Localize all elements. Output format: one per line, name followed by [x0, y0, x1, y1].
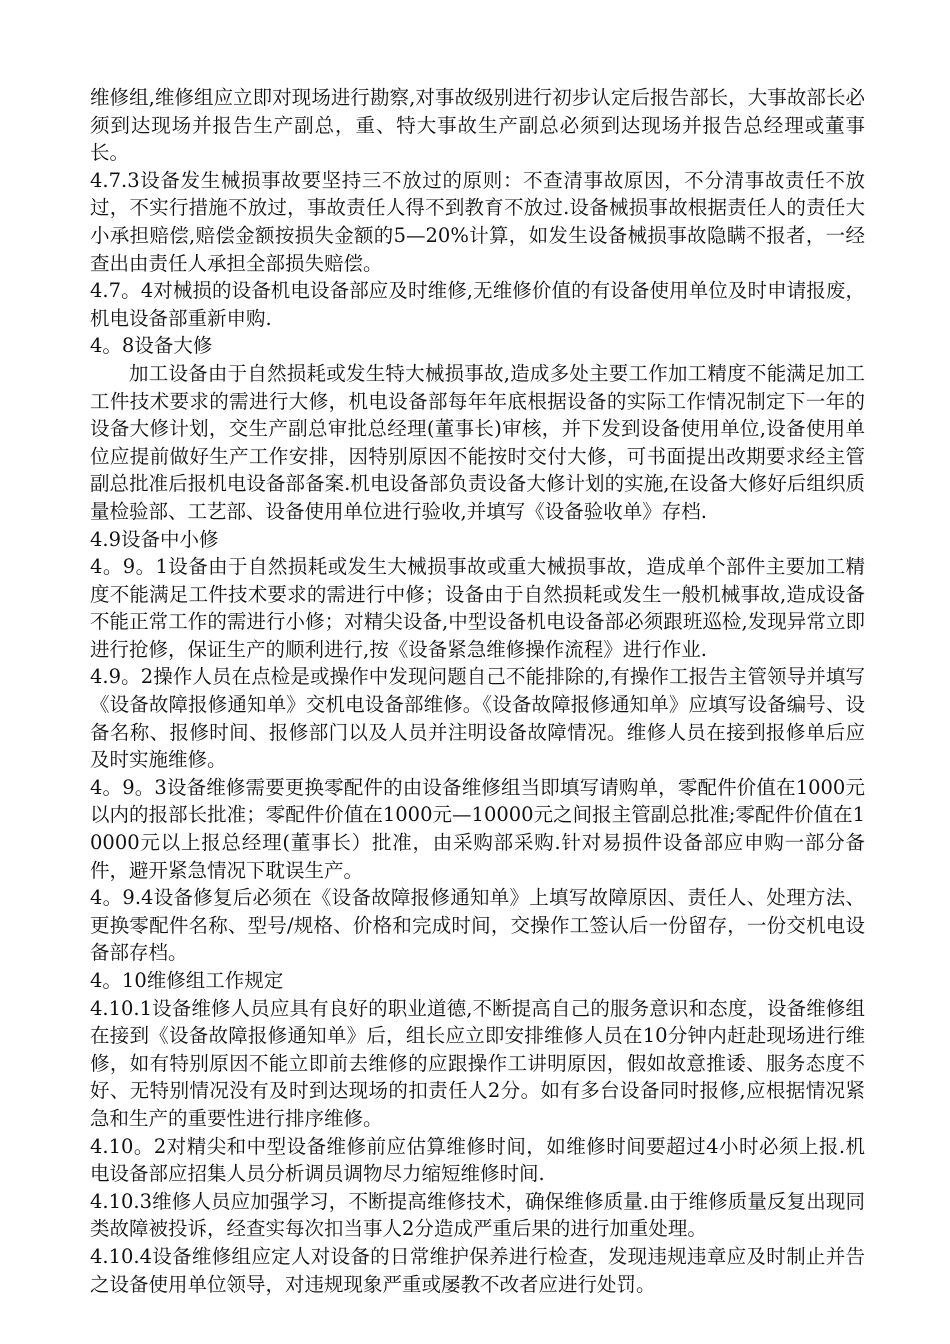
paragraph-4-10-3: 4.10.3维修人员应加强学习，不断提高维修技术，确保维修质量.由于维修质量反复出现同类故障被投诉，经查实每次扣当事人2分造成严重后果的进行加重处理。	[90, 1189, 865, 1241]
paragraph-4-7-4: 4.7。4对械损的设备机电设备部应及时维修,无维修价值的有设备使用单位及时申请报废，机电设备部重新申购.	[90, 279, 865, 330]
heading-4-8: 4。8设备大修	[90, 334, 213, 358]
paragraph-repair-group-report: 维修组,维修组应立即对现场进行勘察,对事故级别进行初步认定后报告部长，大事故部长必须到达现场并报告生产副总，重、特大事故生产副总必须到达现场并报告总经理或董事长。	[90, 86, 865, 165]
paragraph-4-9-1: 4。9。1设备由于自然损耗或发生大械损事故或重大械损事故，造成单个部件主要加工精度不能满足工件技术要求的需进行中修；设备由于自然损耗或发生一般机械事故,造成设备不能正常工作的需进行小修；对精尖设备,中型设备机电设备部必须跟班巡检,发现异常立即进行抢修，保证生产的顺利进行,按《设备紧急维修操作流程》进行作业.	[90, 555, 865, 661]
heading-4-10: 4。10维修组工作规定	[90, 969, 284, 992]
paragraph-4-10-4: 4.10.4设备维修组应定人对设备的日常维护保养进行检查，发现违规违章应及时制止并告之设备使用单位领导，对违规现象严重或屡教不改者应进行处罚。	[90, 1244, 865, 1296]
heading-4-9: 4.9设备中小修	[90, 527, 219, 551]
document-body	[90, 84, 865, 1298]
paragraph-4-8-body: 加工设备由于自然损耗或发生特大械损事故,造成多处主要工作加工精度不能满足加工工件技术要求的需进行大修，机电设备部每年年底根据设备的实际工作情况制定下一年的设备大修计划，交生产副总审批总经理(董事长)审核，并下发到设备使用单位,设备使用单位应提前做好生产工作安排，因特别原因不能按时交付大修，可书面提出改期要求经主管副总批准后报机电设备部备案.机电设备部负责设备大修计划的实施,在设备大修好后组织质量检验部、工艺部、设备使用单位进行验收,并填写《设备验收单》存档.	[90, 361, 865, 523]
paragraph-4-10-2: 4.10。2对精尖和中型设备维修前应估算维修时间，如维修时间要超过4小时必须上报.机电设备部应招集人员分析调员调物尽力缩短维修时间.	[90, 1134, 865, 1186]
paragraph-4-10-1: 4.10.1设备维修人员应具有良好的职业道德,不断提高自己的服务意识和态度，设备维修组在接到《设备故障报修通知单》后，组长应立即安排维修人员在10分钟内赶赴现场进行维修，如有特别原因不能立即前去维修的应跟操作工讲明原因，假如故意推诿、服务态度不好、无特别情况没有及时到达现场的扣责任人2分。如有多台设备同时报修,应根据情况紧急和生产的重要性进行排序维修。	[90, 996, 865, 1130]
paragraph-4-9-4: 4。9.4设备修复后必须在《设备故障报修通知单》上填写故障原因、责任人、处理方法、更换零配件名称、型号/规格、价格和完成时间，交操作工签认后一份留存，一份交机电设备部存档。	[90, 886, 865, 965]
paragraph-4-7-3: 4.7.3设备发生械损事故要坚持三不放过的原则：不查清事故原因，不分清事故责任不放过，不实行措施不放过，事故责任人得不到教育不放过.设备械损事故根据责任人的责任大小承担赔偿,赔偿金额按损失金额的5—20%计算，如发生设备械损事故隐瞒不报者，一经查出由责任人承担全部损失赔偿。	[90, 168, 865, 275]
paragraph-4-9-3: 4。9。3设备维修需要更换零配件的由设备维修组当即填写请购单，零配件价值在1000元以内的报部长批准；零配件价值在1000元—10000元之间报主管副总批准;零配件价值在10000元以上报总经理(董事长）批准，由采购部采购.针对易损件设备部应申购一部分备件，避开紧急情况下耽误生产。	[90, 775, 865, 882]
paragraph-4-9-2: 4.9。2操作人员在点检是或操作中发现问题自己不能排除的,有操作工报告主管领导并填写《设备故障报修通知单》交机电设备部维修。《设备故障报修通知单》应填写设备编号、设备名称、报修时间、报修部门以及人员并注明设备故障情况。维修人员在接到报修单后应及时实施维修。	[90, 665, 865, 772]
